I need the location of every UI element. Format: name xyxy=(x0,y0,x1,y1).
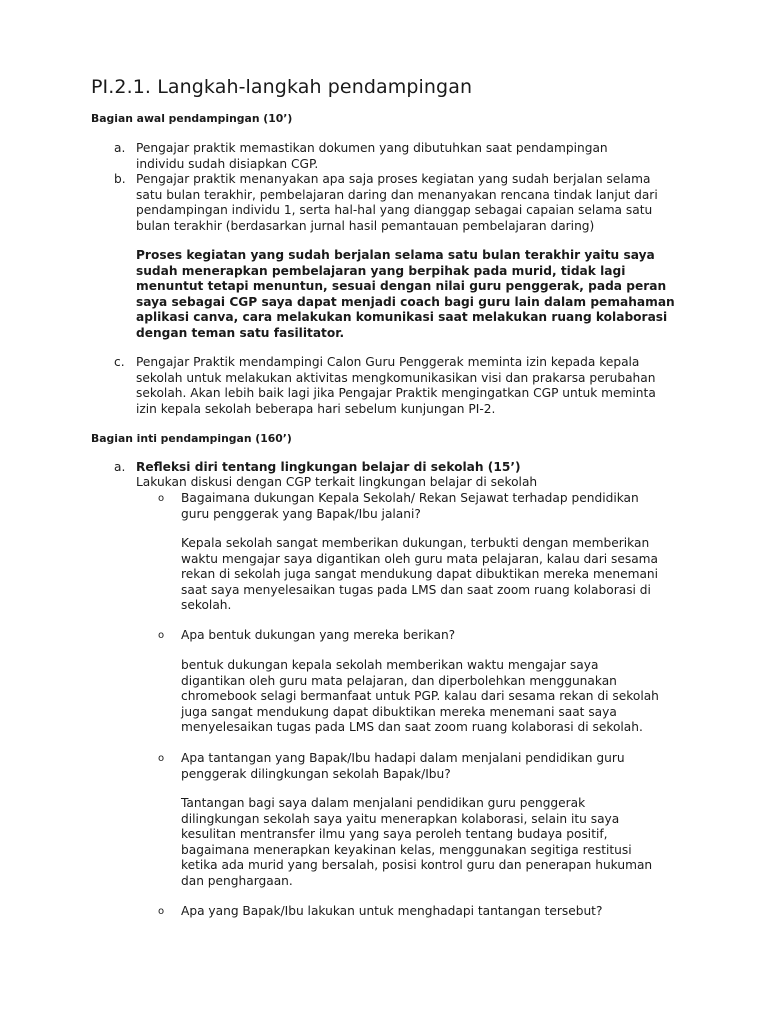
bullet-marker: o xyxy=(158,753,165,764)
answer-awal-b: Proses kegiatan yang sudah berjalan selama satu bulan terakhir yaitu saya sudah menerapkan pembelajaran yang berpihak pada murid, tidak lagi menuntut tetapi menuntun, sesuai dengan nilai guru penggerak, pada peran saya sebagai CGP saya dapat menjadi coach bagi guru lain dalam pemahaman aplikasi canva, cara melakukan komunikasi saat melakukan ruang kolaborasi dengan teman satu fasilitator. xyxy=(136,248,675,340)
list-item-title: Refleksi diri tentang lingkungan belajar di sekolah (15’) xyxy=(136,460,521,474)
bullet-marker: o xyxy=(158,493,165,504)
section-heading-inti: Bagian inti pendampingan (160’) xyxy=(91,432,292,445)
question-text: Apa tantangan yang Bapak/Ibu hadapi dalam menjalani pendidikan guru penggerak dilingkungan sekolah Bapak/Ibu? xyxy=(181,751,625,781)
list-marker: b. xyxy=(114,172,126,186)
answer-text: Kepala sekolah sangat memberikan dukungan, terbukti dengan memberikan waktu mengajar saya digantikan oleh guru mata pelajaran, kalau dari sesama rekan di sekolah juga sangat mendukung dapat dibuktikan mereka menemani saat saya menyelesaikan tugas pada LMS dan saat zoom ruang kolaborasi di sekolah. xyxy=(181,536,659,613)
answer-text: bentuk dukungan kepala sekolah memberikan waktu mengajar saya digantikan oleh guru mata pelajaran, dan diperbolehkan menggunakan chromebook selagi bermanfaat untuk PGP. kalau dari sesama rekan di sekolah juga sangat mendukung dapat dibuktikan mereka menemani saat saya menyelesaikan tugas pada LMS dan saat zoom ruang kolaborasi di sekolah. xyxy=(181,658,659,735)
question-text: Bagaimana dukungan Kepala Sekolah/ Rekan Sejawat terhadap pendidikan guru penggerak yang Bapak/Ibu jalani? xyxy=(181,491,639,521)
section-heading-awal: Bagian awal pendampingan (10’) xyxy=(91,112,293,125)
answer-text: Tantangan bagi saya dalam menjalani pendidikan guru penggerak dilingkungan sekolah saya yaitu menerapkan kolaborasi, selain itu saya kesulitan mentransfer ilmu yang saya peroleh tentang budaya positif, bagaimana menerapkan keyakinan kelas, menggunakan segitiga restitusi ketika ada murid yang bersalah, posisi kontrol guru dan penerapan hukuman dan penghargaan. xyxy=(181,796,653,888)
instruction-text: Lakukan diskusi dengan CGP terkait lingkungan belajar di sekolah xyxy=(136,475,538,489)
page-title: PI.2.1. Langkah-langkah pendampingan xyxy=(91,76,473,98)
list-marker: a. xyxy=(114,460,126,474)
list-item-text: Pengajar Praktik mendampingi Calon Guru Penggerak meminta izin kepada kepala sekolah untuk melakukan aktivitas mengkomunikasikan visi dan prakarsa perubahan sekolah. Akan lebih baik lagi jika Pengajar Praktik mengingatkan CGP untuk meminta izin kepala sekolah beberapa hari sebelum kunjungan PI-2. xyxy=(136,355,656,416)
list-marker: a. xyxy=(114,141,126,155)
list-item-text: Pengajar praktik memastikan dokumen yang dibutuhkan saat pendampingan individu sudah disiapkan CGP. xyxy=(136,141,608,171)
question-text: Apa bentuk dukungan yang mereka berikan? xyxy=(181,628,456,642)
list-marker: c. xyxy=(114,355,125,369)
bullet-marker: o xyxy=(158,630,165,641)
bullet-marker: o xyxy=(158,906,165,917)
list-item-text: Pengajar praktik menanyakan apa saja proses kegiatan yang sudah berjalan selama satu bulan terakhir, pembelajaran daring dan menanyakan rencana tindak lanjut dari pendampingan individu 1, serta hal-hal yang dianggap sebagai capaian selama satu bulan terakhir (berdasarkan jurnal hasil pemantauan pembelajaran daring) xyxy=(136,172,658,233)
question-text: Apa yang Bapak/Ibu lakukan untuk menghadapi tantangan tersebut? xyxy=(181,904,603,918)
